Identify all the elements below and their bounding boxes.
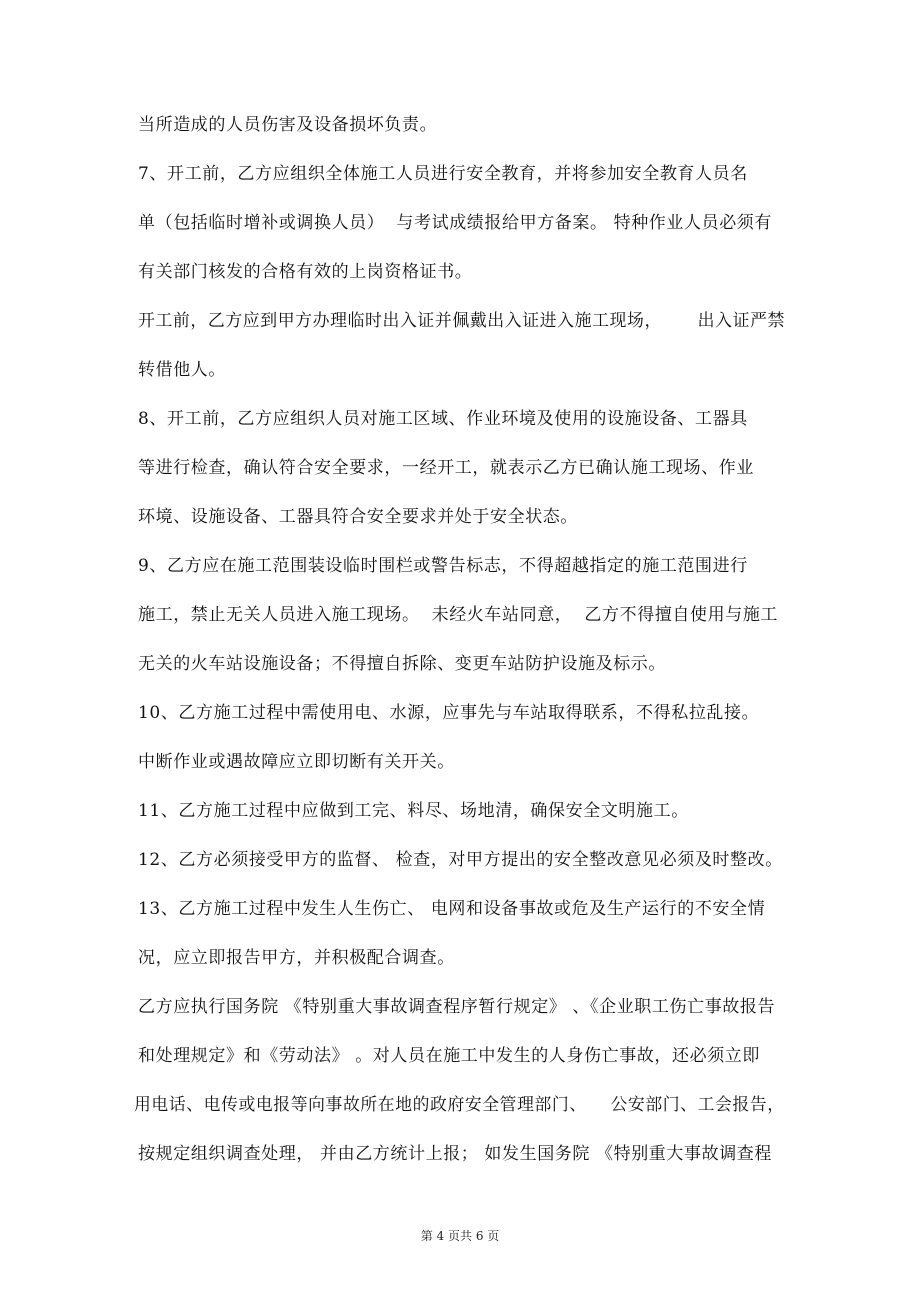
text-line: 按规定组织调查处理， 并由乙方统计上报； 如发生国务院 《特别重大事故调查程 xyxy=(138,1144,773,1164)
text-line: 7、开工前，乙方应组织全体施工人员进行安全教育，并将参加安全教育人员名 xyxy=(138,164,748,184)
text-line: 11、乙方施工过程中应做到工完、料尽、场地清，确保安全文明施工。 xyxy=(138,801,689,821)
text-line: 开工前，乙方应到甲方办理临时出入证并佩戴出入证进入施工现场， 出入证严禁 xyxy=(138,311,786,331)
text-line: 用电话、电传或电报等向事故所在地的政府安全管理部门、 公安部门、工会报告， xyxy=(134,1095,785,1115)
text-line: 和处理规定》和《劳动法》 。对人员在施工中发生的人身伤亡事故，还必须立即 xyxy=(138,1046,761,1066)
text-line: 转借他人。 xyxy=(138,360,226,380)
text-line: 8、开工前，乙方应组织人员对施工区域、作业环境及使用的设施设备、工器具 xyxy=(138,409,748,429)
text-line: 环境、设施设备、工器具符合安全要求并处于安全状态。 xyxy=(138,507,578,527)
text-line: 无关的火车站设施设备；不得擅自拆除、变更车站防护设施及标示。 xyxy=(138,654,666,674)
text-line: 有关部门核发的合格有效的上岗资格证书。 xyxy=(138,262,473,282)
text-line: 单（包括临时增补或调换人员） 与考试成绩报给甲方备案。 特种作业人员必须有 xyxy=(138,213,773,233)
page-footer: 第 4 页共 6 页 xyxy=(420,1229,500,1243)
text-line: 施工，禁止无关人员进入施工现场。 未经火车站同意， 乙方不得擅自使用与施工 xyxy=(138,605,779,625)
text-line: 9、乙方应在施工范围装设临时围栏或警告标志，不得超越指定的施工范围进行 xyxy=(138,556,748,576)
text-line: 当所造成的人员伤害及设备损坏负责。 xyxy=(138,115,438,135)
text-line: 12、乙方必须接受甲方的监督、 检查，对甲方提出的安全整改意见必须及时整改。 xyxy=(138,850,783,870)
text-line: 等进行检查，确认符合安全要求，一经开工，就表示乙方已确认施工现场、作业 xyxy=(138,458,754,478)
text-line: 况，应立即报告甲方，并积极配合调查。 xyxy=(138,948,455,968)
text-line: 乙方应执行国务院 《特别重大事故调查程序暂行规定》 、《企业职工伤亡事故报告 xyxy=(138,997,776,1017)
text-line: 13、乙方施工过程中发生人生伤亡、 电网和设备事故或危及生产运行的不安全情 xyxy=(138,899,766,919)
text-line: 中断作业或遇故障应立即切断有关开关。 xyxy=(138,752,455,772)
text-line: 10、乙方施工过程中需使用电、水源，应事先与车站取得联系，不得私拉乱接。 xyxy=(138,703,760,723)
